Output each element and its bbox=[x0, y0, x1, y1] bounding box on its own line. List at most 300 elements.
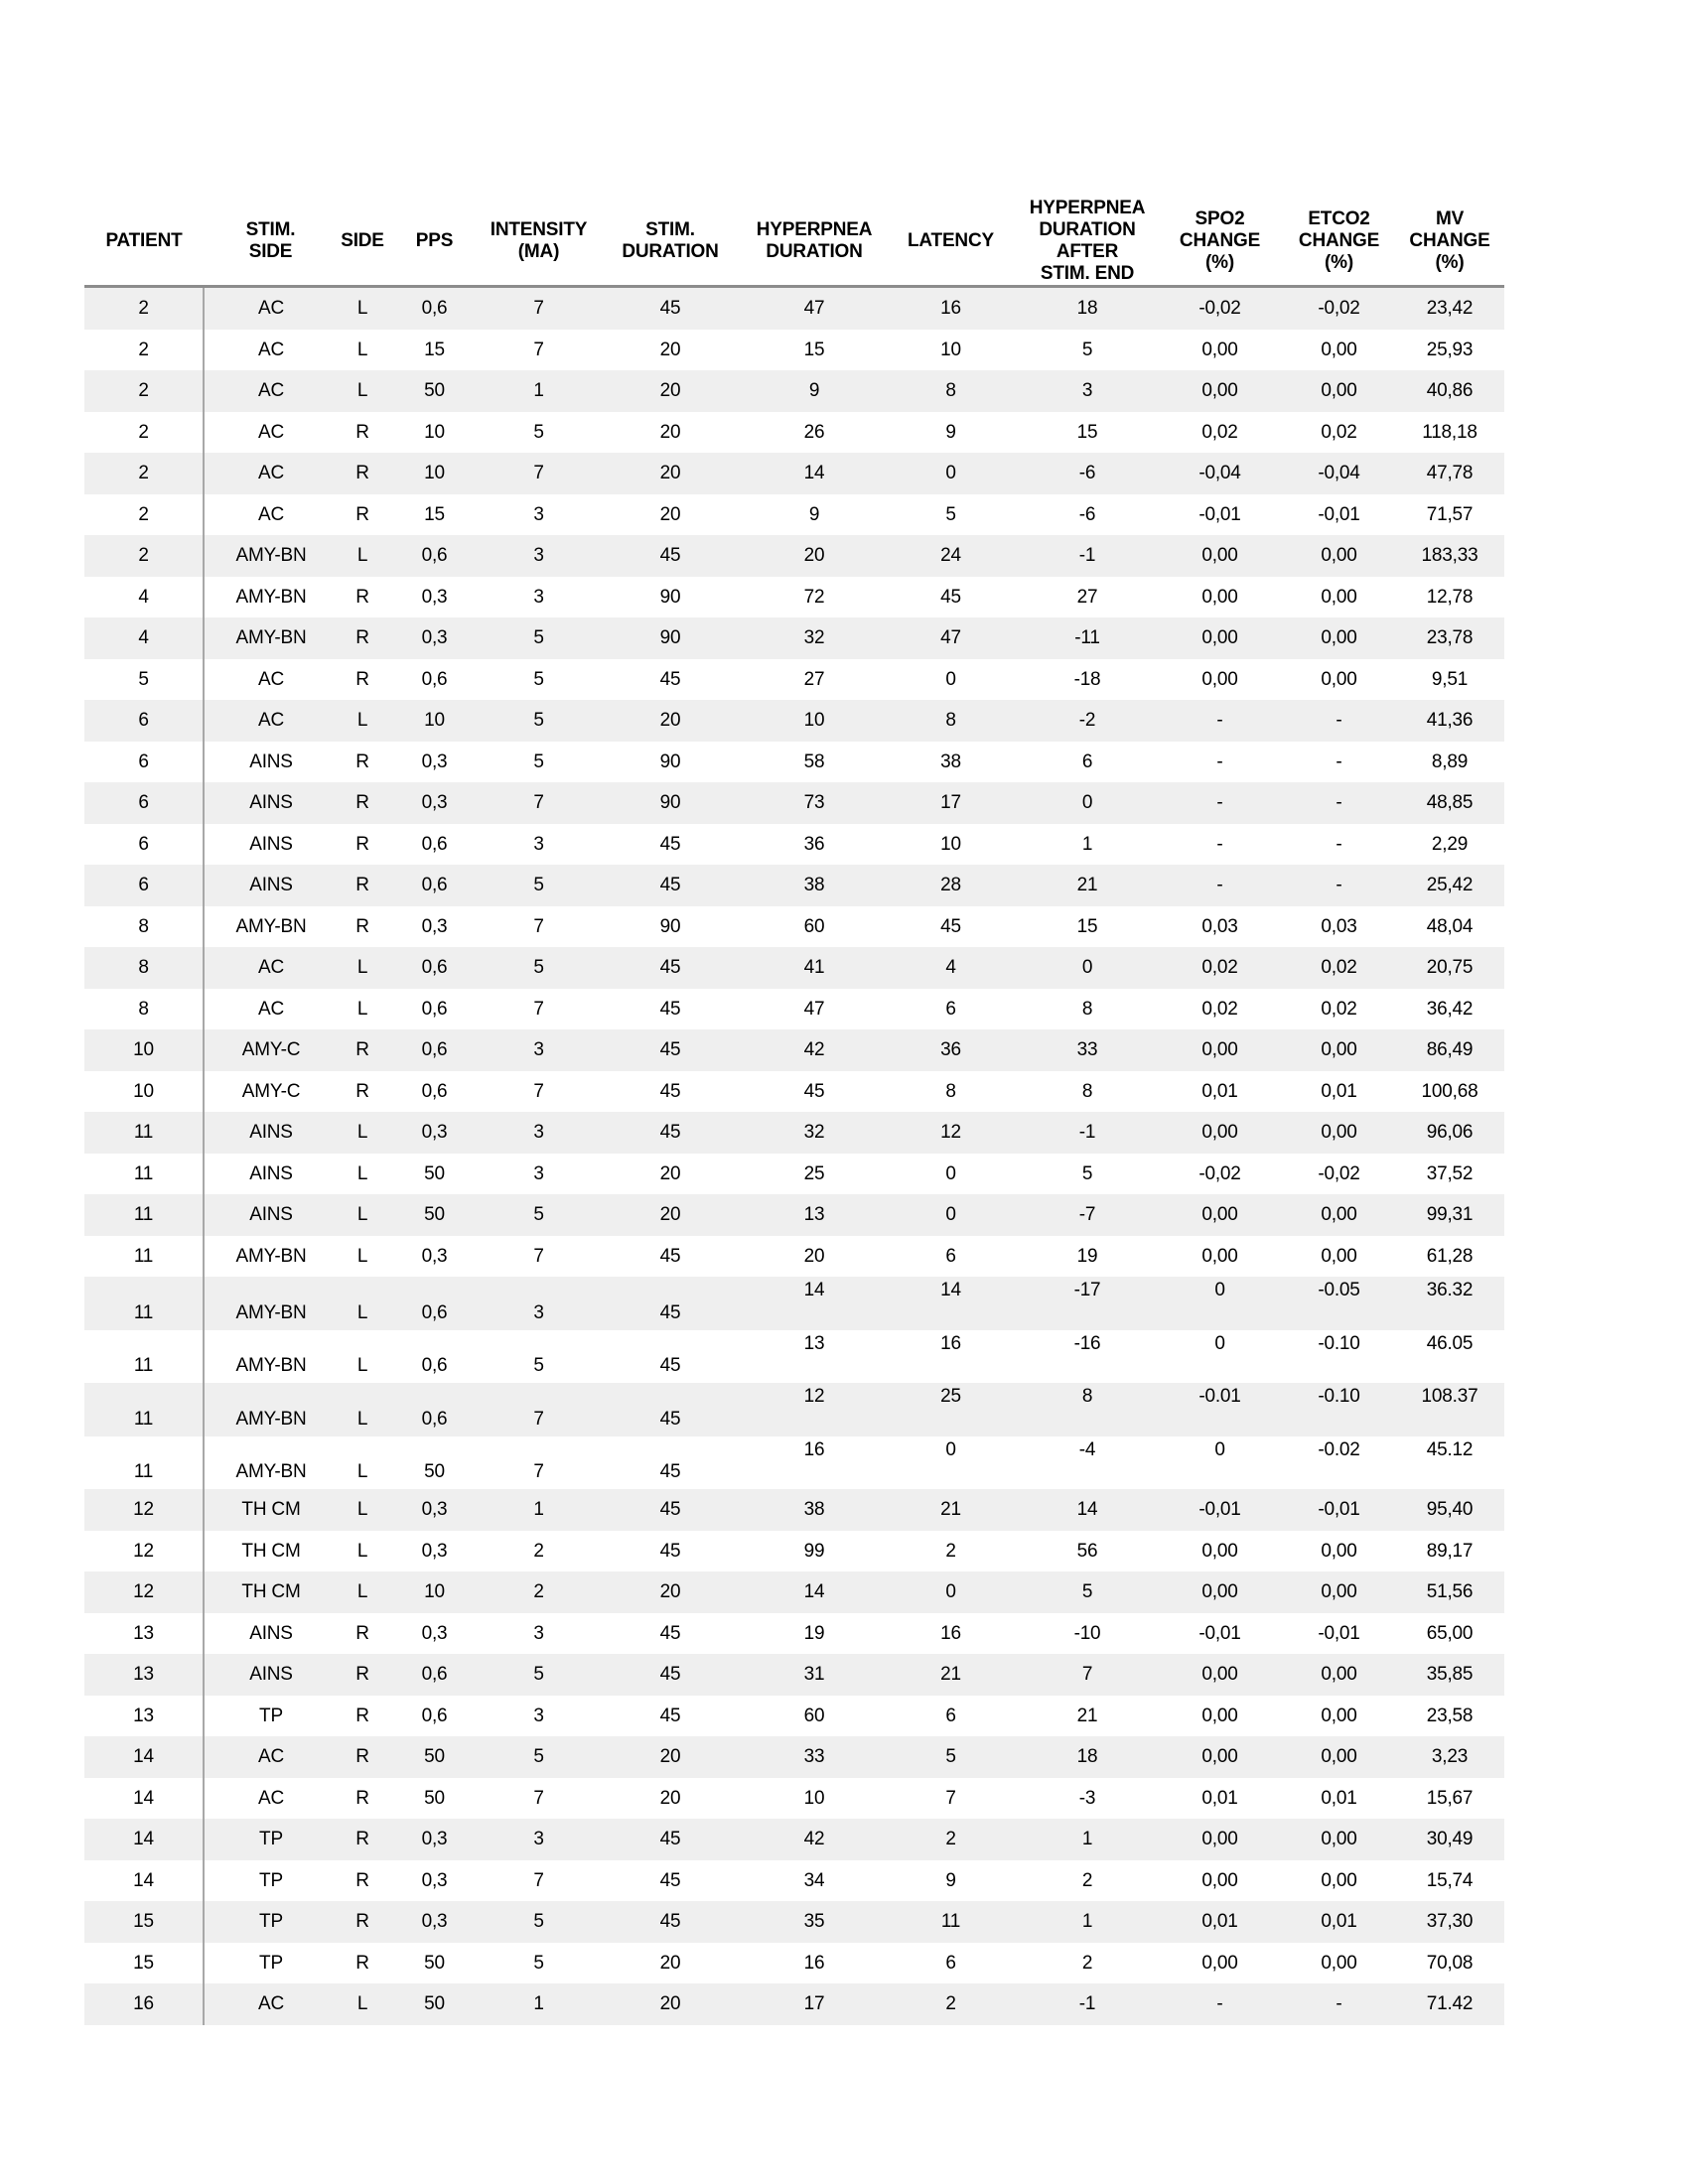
table-cell: 5 bbox=[533, 710, 544, 732]
table-cell: 20 bbox=[659, 1787, 681, 1809]
table-cell: 32 bbox=[803, 1122, 825, 1144]
table-cell: 15 bbox=[424, 339, 445, 360]
table-cell: 90 bbox=[659, 915, 681, 937]
table-cell: 0,3 bbox=[421, 1499, 448, 1521]
table-cell: 45 bbox=[659, 1499, 681, 1521]
table-cell: 71.42 bbox=[1426, 1993, 1474, 2015]
table-cell: -2 bbox=[1078, 710, 1096, 732]
table-cell: 0,00 bbox=[1321, 1122, 1357, 1144]
table-cell: 5 bbox=[945, 503, 956, 525]
table-cell: 36.32 bbox=[1426, 1280, 1474, 1300]
table-cell: 2 bbox=[533, 1581, 544, 1603]
table-cell: 0,00 bbox=[1321, 1829, 1357, 1850]
table-cell: AC bbox=[258, 710, 284, 732]
table-cell: 11 bbox=[84, 1236, 204, 1278]
table-cell: 11 bbox=[84, 1112, 204, 1154]
table-cell: 0,00 bbox=[1201, 545, 1238, 567]
table-cell: 5 bbox=[533, 1911, 544, 1933]
table-cell: 34 bbox=[803, 1869, 825, 1891]
table-cell: 0,00 bbox=[1201, 1581, 1238, 1603]
table-cell: AC bbox=[258, 298, 284, 320]
table-cell: -0,04 bbox=[1318, 463, 1360, 484]
table-cell: 37,52 bbox=[1426, 1162, 1474, 1184]
table-cell: 11 bbox=[84, 1330, 204, 1384]
table-cell: 0,3 bbox=[421, 751, 448, 772]
table-cell: 0,01 bbox=[1201, 1911, 1238, 1933]
table-cell: - bbox=[1336, 710, 1342, 732]
table-cell: 1 bbox=[533, 1993, 544, 2015]
table-cell: 20 bbox=[659, 463, 681, 484]
table-cell: 38 bbox=[803, 875, 825, 896]
table-cell: 90 bbox=[659, 792, 681, 814]
table-cell: 2 bbox=[84, 370, 204, 412]
table-cell: 10 bbox=[84, 1071, 204, 1113]
table-cell: TH CM bbox=[241, 1540, 301, 1562]
table-cell: 1 bbox=[1081, 1829, 1093, 1850]
table-cell: L bbox=[356, 380, 368, 402]
table-cell: -6 bbox=[1078, 463, 1096, 484]
table-cell: 90 bbox=[659, 751, 681, 772]
table-cell: AINS bbox=[249, 1204, 293, 1226]
table-cell: AC bbox=[258, 380, 284, 402]
column-header-line: PATIENT bbox=[105, 229, 183, 251]
table-cell: 30,49 bbox=[1426, 1829, 1474, 1850]
table-row bbox=[84, 1736, 1504, 1778]
table-cell: 0,6 bbox=[421, 957, 448, 979]
table-row bbox=[84, 1983, 1504, 2025]
table-cell: R bbox=[355, 833, 369, 855]
table-cell: 0,00 bbox=[1321, 1746, 1357, 1768]
table-cell: 20 bbox=[659, 1952, 681, 1974]
table-row bbox=[84, 1383, 1504, 1436]
column-header-line: INTENSITY bbox=[490, 218, 588, 240]
table-cell: R bbox=[355, 1829, 369, 1850]
table-row bbox=[84, 659, 1504, 701]
table-cell: 7 bbox=[533, 792, 544, 814]
table-cell: 0,6 bbox=[421, 833, 448, 855]
table-cell: 19 bbox=[803, 1622, 825, 1644]
table-cell: 41,36 bbox=[1426, 710, 1474, 732]
table-cell: AMY-BN bbox=[235, 915, 307, 937]
table-cell: 100,68 bbox=[1421, 1080, 1478, 1102]
table-cell: 16 bbox=[940, 1332, 961, 1354]
table-cell: 0 bbox=[945, 668, 956, 690]
column-header-line: CHANGE bbox=[1179, 229, 1261, 251]
table-cell: 0,00 bbox=[1321, 1039, 1357, 1061]
table-cell: R bbox=[355, 421, 369, 443]
table-cell: 7 bbox=[945, 1787, 956, 1809]
table-cell: 0,00 bbox=[1201, 1122, 1238, 1144]
table-cell: 0 bbox=[1081, 957, 1093, 979]
table-cell: 0 bbox=[945, 1162, 956, 1184]
table-cell: -0,01 bbox=[1198, 1622, 1241, 1644]
table-cell: 2 bbox=[1081, 1952, 1093, 1974]
table-cell: 20 bbox=[659, 1581, 681, 1603]
table-cell: 10 bbox=[424, 710, 445, 732]
table-cell: 10 bbox=[803, 1787, 825, 1809]
table-cell: 0,00 bbox=[1201, 627, 1238, 649]
column-header-spo2-change- bbox=[1157, 197, 1283, 287]
column-header-etco2-change- bbox=[1283, 197, 1395, 287]
table-cell: 0,6 bbox=[421, 545, 448, 567]
table-cell: 15 bbox=[84, 1943, 204, 1984]
table-cell: 13 bbox=[803, 1204, 825, 1226]
table-cell: 20 bbox=[659, 1746, 681, 1768]
table-cell: AMY-BN bbox=[235, 627, 307, 649]
table-cell: 9 bbox=[945, 421, 956, 443]
table-cell: 0,00 bbox=[1321, 1705, 1357, 1726]
table-cell: AINS bbox=[249, 833, 293, 855]
table-cell: AC bbox=[258, 1993, 284, 2015]
table-cell: 0,00 bbox=[1201, 1746, 1238, 1768]
table-cell: 5 bbox=[945, 1746, 956, 1768]
table-cell: 9 bbox=[808, 503, 820, 525]
table-cell: - bbox=[1216, 710, 1223, 732]
table-cell: 11 bbox=[84, 1277, 204, 1330]
table-cell: 5 bbox=[533, 1355, 544, 1376]
table-cell: 0,3 bbox=[421, 1911, 448, 1933]
table-cell: 27 bbox=[1076, 586, 1098, 608]
table-cell: AINS bbox=[249, 875, 293, 896]
table-cell: 21 bbox=[1076, 875, 1098, 896]
table-cell: 3 bbox=[533, 1122, 544, 1144]
table-cell: 10 bbox=[940, 833, 961, 855]
table-header-row bbox=[84, 197, 1504, 287]
table-cell: 0,3 bbox=[421, 1245, 448, 1267]
table-cell: - bbox=[1216, 875, 1223, 896]
table-cell: 12 bbox=[84, 1489, 204, 1531]
table-cell: 45 bbox=[803, 1080, 825, 1102]
table-cell: L bbox=[356, 1122, 368, 1144]
table-cell: 5 bbox=[533, 1204, 544, 1226]
table-cell: 45 bbox=[659, 833, 681, 855]
table-cell: 40,86 bbox=[1426, 380, 1474, 402]
table-cell: 0,00 bbox=[1321, 1664, 1357, 1686]
table-cell: R bbox=[355, 875, 369, 896]
table-cell: 7 bbox=[533, 998, 544, 1020]
table-cell: TP bbox=[259, 1829, 283, 1850]
table-cell: 2 bbox=[84, 412, 204, 454]
table-cell: R bbox=[355, 1622, 369, 1644]
table-cell: 0,02 bbox=[1321, 421, 1357, 443]
table-cell: 17 bbox=[940, 792, 961, 814]
table-cell: 5 bbox=[1081, 339, 1093, 360]
table-cell: 0,00 bbox=[1201, 380, 1238, 402]
table-cell: -0,04 bbox=[1198, 463, 1241, 484]
table-cell: 0,3 bbox=[421, 1869, 448, 1891]
table-cell: AMY-BN bbox=[235, 1301, 307, 1323]
table-header bbox=[84, 197, 1504, 287]
column-header-line: DURATION bbox=[622, 240, 719, 262]
table-cell: 0,6 bbox=[421, 298, 448, 320]
table-cell: 14 bbox=[84, 1819, 204, 1860]
table-cell: 38 bbox=[803, 1499, 825, 1521]
table-cell: 45 bbox=[659, 875, 681, 896]
table-cell: 16 bbox=[803, 1438, 825, 1460]
table-cell: 0,6 bbox=[421, 1080, 448, 1102]
table-cell: L bbox=[356, 298, 368, 320]
table-cell: AINS bbox=[249, 1122, 293, 1144]
table-cell: 0,00 bbox=[1321, 1952, 1357, 1974]
table-cell: 3 bbox=[533, 1039, 544, 1061]
table-cell: 0,03 bbox=[1201, 915, 1238, 937]
table-cell: 183,33 bbox=[1421, 545, 1478, 567]
table-row bbox=[84, 1194, 1504, 1236]
table-cell: 0,00 bbox=[1201, 1664, 1238, 1686]
table-row bbox=[84, 1436, 1504, 1490]
table-cell: 45 bbox=[659, 1301, 681, 1323]
table-cell: 8 bbox=[84, 989, 204, 1030]
table-cell: 0,6 bbox=[421, 1039, 448, 1061]
table-cell: 14 bbox=[1076, 1499, 1098, 1521]
table-cell: 6 bbox=[84, 782, 204, 824]
table-cell: 0,3 bbox=[421, 1622, 448, 1644]
table-cell: 7 bbox=[533, 1245, 544, 1267]
table-cell: 5 bbox=[533, 421, 544, 443]
table-row bbox=[84, 700, 1504, 742]
table-cell: 2 bbox=[84, 330, 204, 371]
table-cell: AC bbox=[258, 503, 284, 525]
table-cell: -0.02 bbox=[1318, 1438, 1360, 1460]
table-cell: 2,29 bbox=[1431, 833, 1469, 855]
table-cell: AINS bbox=[249, 792, 293, 814]
column-header-stim-side bbox=[204, 197, 338, 287]
table-cell: -10 bbox=[1073, 1622, 1101, 1644]
table-cell: 15 bbox=[424, 503, 445, 525]
table-cell: -0.05 bbox=[1318, 1280, 1360, 1300]
table-cell: - bbox=[1336, 751, 1342, 772]
table-cell: 8 bbox=[1081, 998, 1093, 1020]
table-cell: L bbox=[356, 710, 368, 732]
table-cell: TP bbox=[259, 1869, 283, 1891]
table-cell: 0 bbox=[945, 1438, 956, 1460]
table-cell: L bbox=[356, 1245, 368, 1267]
table-cell: 10 bbox=[424, 421, 445, 443]
table-cell: 23,58 bbox=[1426, 1705, 1474, 1726]
table-cell: - bbox=[1336, 1993, 1342, 2015]
table-row bbox=[84, 1277, 1504, 1330]
column-header-line: ETCO2 bbox=[1308, 207, 1370, 229]
table-cell: 20 bbox=[659, 421, 681, 443]
table-cell: 45 bbox=[659, 1039, 681, 1061]
table-cell: 0,00 bbox=[1201, 1204, 1238, 1226]
table-cell: 1 bbox=[533, 380, 544, 402]
table-cell: 25,93 bbox=[1426, 339, 1474, 360]
table-cell: R bbox=[355, 1911, 369, 1933]
table-cell: 0,00 bbox=[1321, 380, 1357, 402]
table-cell: 6 bbox=[84, 824, 204, 866]
table-cell: L bbox=[356, 1301, 368, 1323]
table-cell: 5 bbox=[533, 751, 544, 772]
table-cell: 45 bbox=[659, 1622, 681, 1644]
column-header-line: CHANGE bbox=[1409, 229, 1490, 251]
table-cell: 0,3 bbox=[421, 1829, 448, 1850]
table-cell: R bbox=[355, 463, 369, 484]
table-cell: 7 bbox=[533, 298, 544, 320]
table-cell: -18 bbox=[1073, 668, 1101, 690]
table-cell: 23,78 bbox=[1426, 627, 1474, 649]
column-header-line: (%) bbox=[1205, 251, 1234, 273]
table-cell: - bbox=[1216, 833, 1223, 855]
column-header-line: AFTER bbox=[1055, 240, 1119, 262]
table-cell: R bbox=[355, 1746, 369, 1768]
table-cell: 47 bbox=[803, 298, 825, 320]
table-cell: 20 bbox=[659, 710, 681, 732]
table-cell: 20,75 bbox=[1426, 957, 1474, 979]
table-cell: TP bbox=[259, 1705, 283, 1726]
table-cell: 2 bbox=[533, 1540, 544, 1562]
table-cell: 7 bbox=[533, 339, 544, 360]
table-cell: 3 bbox=[533, 1829, 544, 1850]
table-cell: 46.05 bbox=[1426, 1332, 1474, 1354]
table-cell: 20 bbox=[659, 380, 681, 402]
table-cell: 60 bbox=[803, 915, 825, 937]
table-cell: 2 bbox=[945, 1540, 956, 1562]
table-cell: TH CM bbox=[241, 1499, 301, 1521]
table-cell: TP bbox=[259, 1952, 283, 1974]
column-header-pps bbox=[387, 197, 482, 287]
table-cell: AC bbox=[258, 957, 284, 979]
table-cell: 11 bbox=[940, 1911, 961, 1933]
column-header-stim-duration bbox=[596, 197, 745, 287]
table-cell: R bbox=[355, 1705, 369, 1726]
column-header-latency bbox=[884, 197, 1018, 287]
table-cell: 8 bbox=[945, 380, 956, 402]
table-cell: 0,00 bbox=[1321, 1581, 1357, 1603]
table-cell: 0,00 bbox=[1201, 668, 1238, 690]
table-cell: 45 bbox=[659, 668, 681, 690]
table-cell: L bbox=[356, 957, 368, 979]
table-cell: 14 bbox=[84, 1778, 204, 1820]
table-cell: 0,02 bbox=[1201, 957, 1238, 979]
table-cell: 13 bbox=[84, 1613, 204, 1655]
table-cell: 12 bbox=[84, 1571, 204, 1613]
table-cell: -0.10 bbox=[1318, 1386, 1360, 1407]
table-cell: 0,00 bbox=[1321, 1204, 1357, 1226]
table-cell: 31 bbox=[803, 1664, 825, 1686]
column-header-line: HYPERPNEA bbox=[1029, 197, 1146, 218]
table-cell: L bbox=[356, 545, 368, 567]
table-cell: 9 bbox=[808, 380, 820, 402]
table-cell: 20 bbox=[659, 1993, 681, 2015]
table-row bbox=[84, 824, 1504, 866]
table-cell: R bbox=[355, 1869, 369, 1891]
table-cell: 0,00 bbox=[1201, 586, 1238, 608]
table-cell: R bbox=[355, 1080, 369, 1102]
table-cell: 3 bbox=[533, 503, 544, 525]
table-cell: 42 bbox=[803, 1829, 825, 1850]
table-cell: 5 bbox=[533, 1664, 544, 1686]
table-cell: 1 bbox=[1081, 833, 1093, 855]
table-cell: 50 bbox=[424, 1746, 445, 1768]
table-cell: 4 bbox=[945, 957, 956, 979]
table-row bbox=[84, 577, 1504, 618]
table-cell: 51,56 bbox=[1426, 1581, 1474, 1603]
table-cell: 23,42 bbox=[1426, 298, 1474, 320]
table-cell: 89,17 bbox=[1426, 1540, 1474, 1562]
table-cell: 7 bbox=[1081, 1664, 1093, 1686]
table-cell: 0,00 bbox=[1321, 1869, 1357, 1891]
table-cell: 90 bbox=[659, 627, 681, 649]
table-cell: -6 bbox=[1078, 503, 1096, 525]
column-header-line: MV bbox=[1435, 207, 1465, 229]
table-cell: -0,02 bbox=[1198, 1162, 1241, 1184]
table-cell: 25,42 bbox=[1426, 875, 1474, 896]
table-cell: 8,89 bbox=[1431, 751, 1469, 772]
table-cell: 5 bbox=[533, 1952, 544, 1974]
table-cell: L bbox=[356, 1204, 368, 1226]
table-row bbox=[84, 1154, 1504, 1195]
table-cell: 0,6 bbox=[421, 1408, 448, 1430]
table-cell: 36 bbox=[940, 1039, 961, 1061]
table-cell: 50 bbox=[424, 1993, 445, 2015]
table-cell: 6 bbox=[945, 1705, 956, 1726]
table-cell: 15,67 bbox=[1426, 1787, 1474, 1809]
table-cell: AINS bbox=[249, 751, 293, 772]
table-cell: -7 bbox=[1078, 1204, 1096, 1226]
table-cell: 12 bbox=[84, 1531, 204, 1572]
table-cell: 4 bbox=[84, 577, 204, 618]
table-row bbox=[84, 1489, 1504, 1531]
table-row bbox=[84, 1778, 1504, 1820]
table-cell: -1 bbox=[1078, 1993, 1096, 2015]
column-header-line: STIM. bbox=[645, 218, 695, 240]
table-cell: 0,3 bbox=[421, 792, 448, 814]
table-cell: -0,01 bbox=[1318, 503, 1360, 525]
table-cell: -1 bbox=[1078, 1122, 1096, 1144]
table-cell: 14 bbox=[803, 1581, 825, 1603]
table-cell: 0,00 bbox=[1201, 1705, 1238, 1726]
table-cell: 0,02 bbox=[1201, 998, 1238, 1020]
table-cell: 8 bbox=[945, 710, 956, 732]
table-cell: 26 bbox=[803, 421, 825, 443]
table-cell: 0,00 bbox=[1321, 668, 1357, 690]
table-cell: -17 bbox=[1073, 1280, 1101, 1300]
table-cell: 0 bbox=[945, 1581, 956, 1603]
table-cell: 50 bbox=[424, 1952, 445, 1974]
table-cell: 37,30 bbox=[1426, 1911, 1474, 1933]
table-cell: 0,00 bbox=[1201, 1829, 1238, 1850]
table-cell: 12 bbox=[803, 1386, 825, 1407]
table-cell: AC bbox=[258, 1787, 284, 1809]
table-cell: 45 bbox=[659, 1911, 681, 1933]
table-row bbox=[84, 906, 1504, 948]
table-cell: 0,6 bbox=[421, 875, 448, 896]
table-body bbox=[84, 287, 1504, 2025]
table-cell: 60 bbox=[803, 1705, 825, 1726]
table-cell: 5 bbox=[533, 627, 544, 649]
table-cell: 10 bbox=[940, 339, 961, 360]
column-header-line: (MA) bbox=[517, 240, 560, 262]
table-cell: 45 bbox=[659, 1408, 681, 1430]
table-cell: 45 bbox=[659, 1461, 681, 1482]
table-cell: 16 bbox=[940, 298, 961, 320]
table-cell: 14 bbox=[940, 1280, 961, 1300]
table-cell: 3 bbox=[533, 1301, 544, 1323]
table-cell: 21 bbox=[940, 1499, 961, 1521]
table-cell: 45 bbox=[659, 298, 681, 320]
table-cell: 90 bbox=[659, 586, 681, 608]
table-row bbox=[84, 617, 1504, 659]
table-cell: TP bbox=[259, 1911, 283, 1933]
table-cell: -0,01 bbox=[1318, 1499, 1360, 1521]
table-cell: 41 bbox=[803, 957, 825, 979]
column-header-line: STIM. bbox=[245, 218, 296, 240]
table-cell: 96,06 bbox=[1426, 1122, 1474, 1144]
table-cell: 0,00 bbox=[1201, 1039, 1238, 1061]
table-cell: 0,02 bbox=[1201, 421, 1238, 443]
table-row bbox=[84, 1819, 1504, 1860]
